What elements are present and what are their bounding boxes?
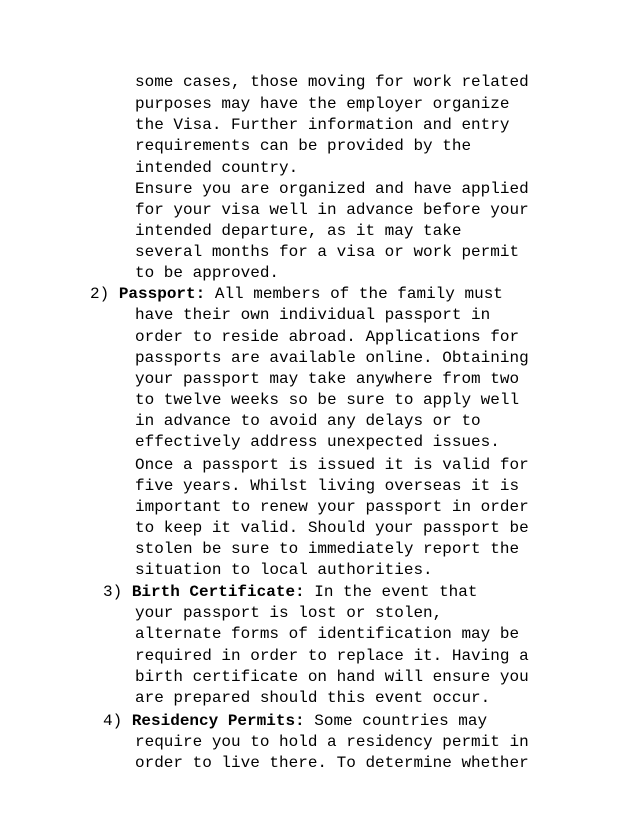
text-line: your passport is lost or stolen, — [135, 604, 443, 622]
text-line: Once a passport is issued it is valid for — [135, 456, 529, 474]
text-line: order to live there. To determine whether — [135, 754, 529, 772]
text-line: in advance to avoid any delays or to — [135, 412, 481, 430]
list-item-first-line — [103, 712, 487, 731]
text-line: to keep it valid. Should your passport be — [135, 519, 529, 537]
text-line: several months for a visa or work permit — [135, 243, 520, 261]
text-line: require you to hold a residency permit in — [135, 733, 529, 751]
list-item-text: Some countries may — [314, 712, 488, 730]
text-line: for your visa well in advance before your — [135, 201, 529, 219]
list-item-text: In the event that — [314, 583, 478, 601]
text-line: to twelve weeks so be sure to apply well — [135, 391, 520, 409]
text-line: intended country. — [135, 159, 299, 177]
text-line: intended departure, as it may take — [135, 222, 462, 240]
text-line: situation to local authorities. — [135, 561, 433, 579]
text-line: required in order to replace it. Having a — [135, 647, 529, 665]
text-line: Ensure you are organized and have applied — [135, 180, 529, 198]
text-line: important to renew your passport in order — [135, 498, 529, 516]
list-item-title: Passport: — [118, 285, 206, 303]
list-number: 3) — [103, 583, 123, 601]
text-line: have their own individual passport in — [135, 306, 491, 324]
text-line: the Visa. Further information and entry — [135, 116, 510, 134]
text-line: purposes may have the employer organize — [135, 95, 510, 113]
text-line: requirements can be provided by the — [135, 137, 472, 155]
text-line: birth certificate on hand will ensure you — [135, 668, 529, 686]
text-line: your passport may take anywhere from two — [135, 370, 520, 388]
text-line: alternate forms of identification may be — [135, 625, 520, 643]
list-item-text: All members of the family must — [214, 285, 503, 303]
list-item-first-line — [103, 583, 477, 602]
text-line: to be approved. — [135, 264, 280, 282]
list-item-first-line — [90, 285, 503, 304]
text-line: five years. Whilst living overseas it is — [135, 477, 520, 495]
text-line: stolen be sure to immediately report the — [135, 540, 520, 558]
list-item-title: Birth Certificate: — [131, 583, 305, 601]
list-number: 4) — [103, 712, 123, 730]
list-item-title: Residency Permits: — [131, 712, 305, 730]
text-line: effectively address unexpected issues. — [135, 433, 500, 451]
text-line: passports are available online. Obtaining — [135, 349, 529, 367]
text-line: order to reside abroad. Applications for — [135, 328, 520, 346]
list-number: 2) — [90, 285, 110, 303]
text-line: some cases, those moving for work related — [135, 73, 529, 91]
text-line: are prepared should this event occur. — [135, 689, 491, 707]
